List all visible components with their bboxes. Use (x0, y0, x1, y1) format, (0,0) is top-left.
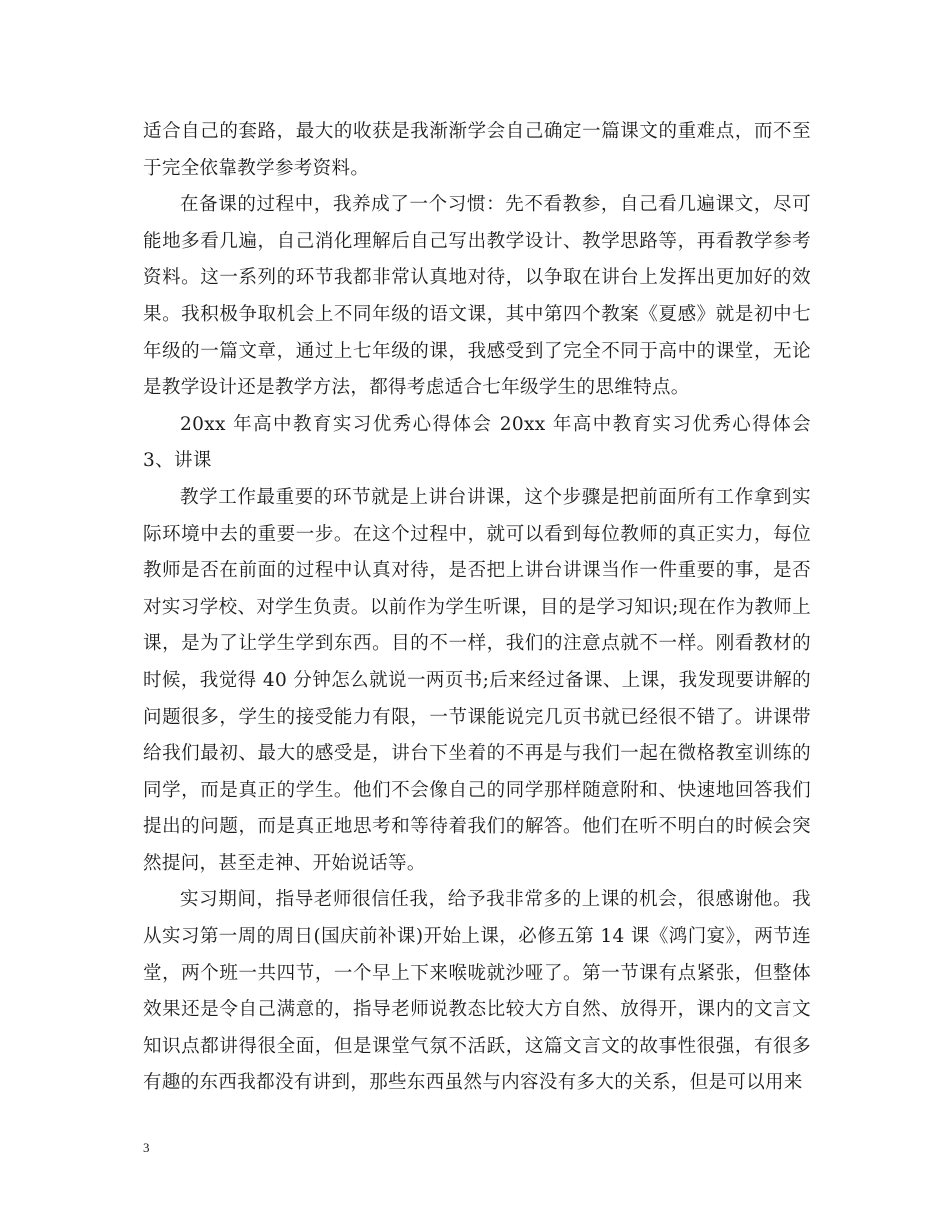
paragraph-5: 实习期间，指导老师很信任我，给予我非常多的上课的机会，很感谢他。我从实习第一周的周日(国庆前补课)开始上课，必修五第 14 课《鸿门宴》，两节连堂，两个班一共四节，一个早上下来喉咙就沙哑了。第一节课有点紧张，但整体效果还是令自己满意的，指导老师说教态比较大方自然、放得开，课内的文言文知识点都讲得很全面，但是课堂气氛不活跃，这篇文言文的故事性很强，有很多有趣的东西我都没有讲到，那些东西虽然与内容没有多大的关系，但是可以用来 (143, 889, 811, 1094)
paragraph-1: 适合自己的套路，最大的收获是我渐渐学会自己确定一篇课文的重难点，而不至于完全依靠教学参考资料。 (143, 121, 811, 179)
paragraph-2: 在备课的过程中，我养成了一个习惯：先不看教参，自己看几遍课文，尽可能地多看几遍，自己消化理解后自己写出教学设计、教学思路等，再看教学参考资料。这一系列的环节我都非常认真地对待，以争取在讲台上发挥出更加好的效果。我积极争取机会上不同年级的语文课，其中第四个教案《夏感》就是初中七年级的一篇文章，通过上七年级的课，我感受到了完全不同于高中的课堂，无论是教学设计还是教学方法，都得考虑适合七年级学生的思维特点。 (143, 194, 811, 399)
paragraph-4: 教学工作最重要的环节就是上讲台讲课，这个步骤是把前面所有工作拿到实际环境中去的重要一步。在这个过程中，就可以看到每位教师的真正实力，每位教师是否在前面的过程中认真对待，是否把上讲台讲课当作一件重要的事，是否对实习学校、对学生负责。以前作为学生听课，目的是学习知识;现在作为教师上课，是为了让学生学到东西。目的不一样，我们的注意点就不一样。刚看教材的时候，我觉得 40 分钟怎么就说一两页书;后来经过备课、上课，我发现要讲解的问题很多，学生的接受能力有限，一节课能说完几页书就已经很不错了。讲课带给我们最初、最大的感受是，讲台下坐着的不再是与我们一起在微格教室训练的同学，而是真正的学生。他们不会像自己的同学那样随意附和、快速地回答我们提出的问题，而是真正地思考和等待着我们的解答。他们在听不明白的时候会突然提问，甚至走神、开始说话等。 (143, 486, 811, 874)
paragraph-3-heading: 20xx 年高中教育实习优秀心得体会 20xx 年高中教育实习优秀心得体会 3、讲课 (143, 413, 811, 472)
page-number: 3 (143, 1140, 150, 1155)
body-text (143, 114, 811, 1102)
